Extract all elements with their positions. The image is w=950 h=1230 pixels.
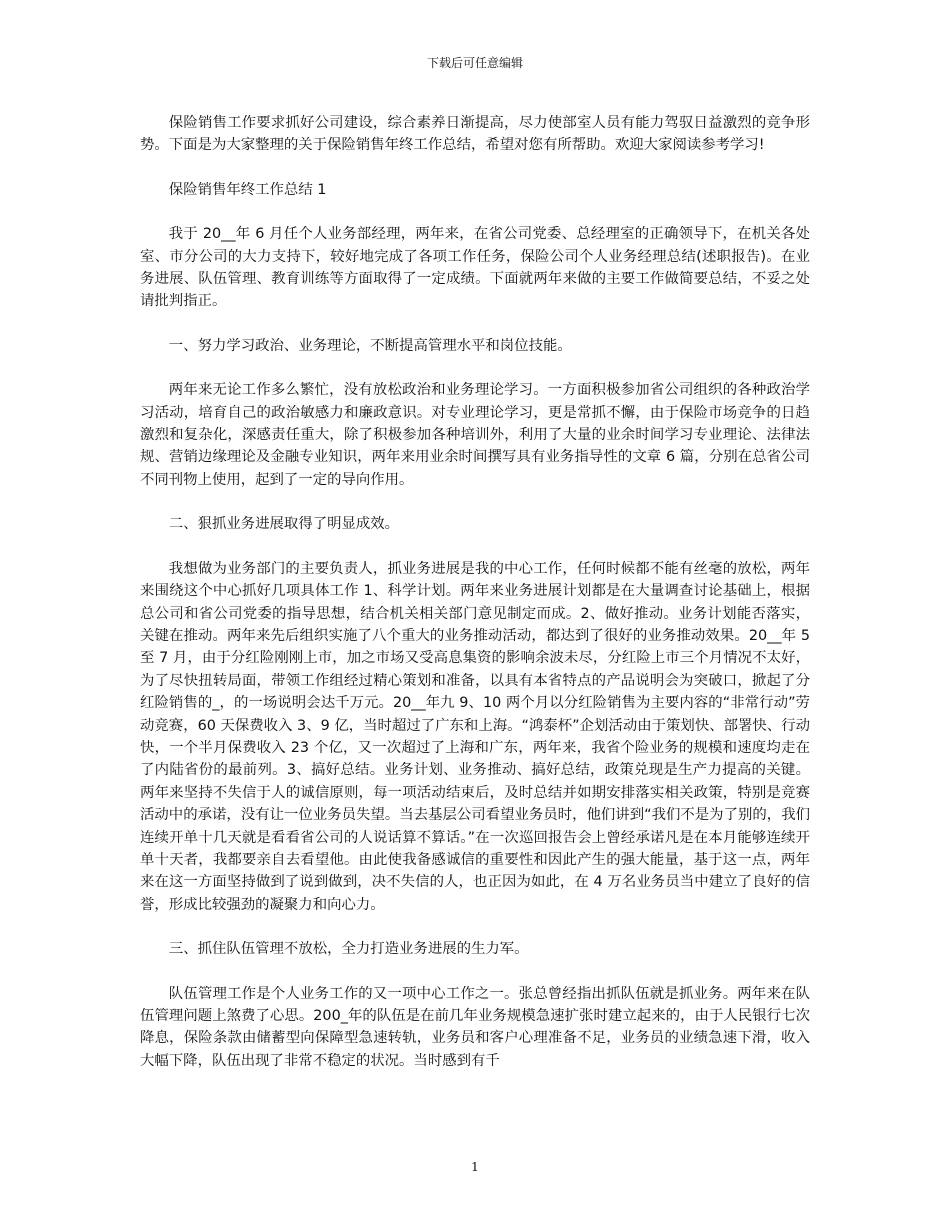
paragraph-2: 两年来无论工作多么繁忙，没有放松政治和业务理论学习。一方面积极参加省公司组织的各种政治学习活动，培育自己的政治敏感力和廉政意识。对专业理论学习，更是常抓不懈，由于保险市场竞争的日趋激烈和复杂化，深感责任重大，除了积极参加各种培训外，利用了大量的业余时间学习专业理论、法律法规、营销边缘理论及金融专业知识，两年来用业余时间撰写具有业务指导性的文章 6 篇，分别在总省公司不同刊物上使用，起到了一定的导向作用。 [140, 382, 810, 488]
section-heading-3: 三、抓住队伍管理不放松，全力打造业务进展的生力军。 [168, 941, 529, 958]
intro-paragraph: 保险销售工作要求抓好公司建设，综合素养日渐提高，尽力使部室人员有能力驾驭日益激烈的竞争形势。下面是为大家整理的关于保险销售年终工作总结，希望对您有所帮助。欢迎大家阅读参考学习! [140, 115, 810, 154]
document-body [140, 112, 810, 1094]
section-heading-1: 一、努力学习政治、业务理论，不断提高管理水平和岗位技能。 [168, 337, 572, 354]
page-header: 下载后可任意编辑 [426, 56, 523, 70]
document-title: 保险销售年终工作总结 1 [168, 181, 327, 198]
section-heading-2: 二、狠抓业务进展取得了明显成效。 [168, 516, 400, 533]
page-number: 1 [471, 1160, 479, 1174]
paragraph-3: 我想做为业务部门的主要负责人，抓业务进展是我的中心工作，任何时候都不能有丝毫的放松，两年来围绕这个中心抓好几项具体工作 1、科学计划。两年来业务进展计划都是在大量调查讨论基础上，根据总公司和省公司党委的指导思想，结合机关相关部门意见制定而成。2、做好推动。业务计划能否落实，关键在推动。两年来先后组织实施了八个重大的业务推动活动，都达到了很好的业务推动效果。20__年 5 至 7 月，由于分红险刚刚上市，加之市场又受高息集资的影响余波未尽，分红险上市三个月情况不太好，为了尽快扭转局面，带领工作组经过精心策划和准备，以具有本省特点的产品说明会为突破口，掀起了分红险销售的_，的一场说明会达千万元。20__年九 9、10 两个月以分红险销售为主要内容的“非常行动”劳动竞赛，60 天保费收入 3、9 亿，当时超过了广东和上海。“鸿泰杯”企划活动由于策划快、部署快、行动快，一个半月保费收入 23 个亿，又一次超过了上海和广东，两年来，我省个险业务的规模和速度均走在了内陆省份的最前列。3、搞好总结。业务计划、业务推动、搞好总结，政策兑现是生产力提高的关键。两年来坚持不失信于人的诚信原则，每一项活动结束后，及时总结并如期安排落实相关政策，特别是竞赛活动中的承诺，没有让一位业务员失望。当去基层公司看望业务员时，他们讲到“我们不是为了别的，我们连续开单十几天就是看看省公司的人说话算不算话。”在一次巡回报告会上曾经承诺凡是在本月能够连续开单十天者，我都要亲自去看望他。由此使我备感诚信的重要性和因此产生的强大能量，基于这一点，两年来在这一方面坚持做到了说到做到，决不失信的人，也正因为如此，在 4 万名业务员当中建立了良好的信誉，形成比较强劲的凝聚力和向心力。 [140, 560, 810, 913]
paragraph-4: 队伍管理工作是个人业务工作的又一项中心工作之一。张总曾经指出抓队伍就是抓业务。两年来在队伍管理问题上煞费了心思。200_年的队伍是在前几年业务规模急速扩张时建立起来的，由于人民银行七次降息，保险条款由储蓄型向保障型急速转轨，业务员和客户心理准备不足，业务员的业绩急速下滑，收入大幅下降，队伍出现了非常不稳定的状况。当时感到有千 [140, 985, 810, 1069]
paragraph-1: 我于 20__年 6 月任个人业务部经理，两年来，在省公司党委、总经理室的正确领导下，在机关各处室、市分公司的大力支持下，较好地完成了各项工作任务，保险公司个人业务经理总结(述职报告)。在业务进展、队伍管理、教育训练等方面取得了一定成绩。下面就两年来做的主要工作做简要总结，不妥之处请批判指正。 [140, 226, 810, 310]
